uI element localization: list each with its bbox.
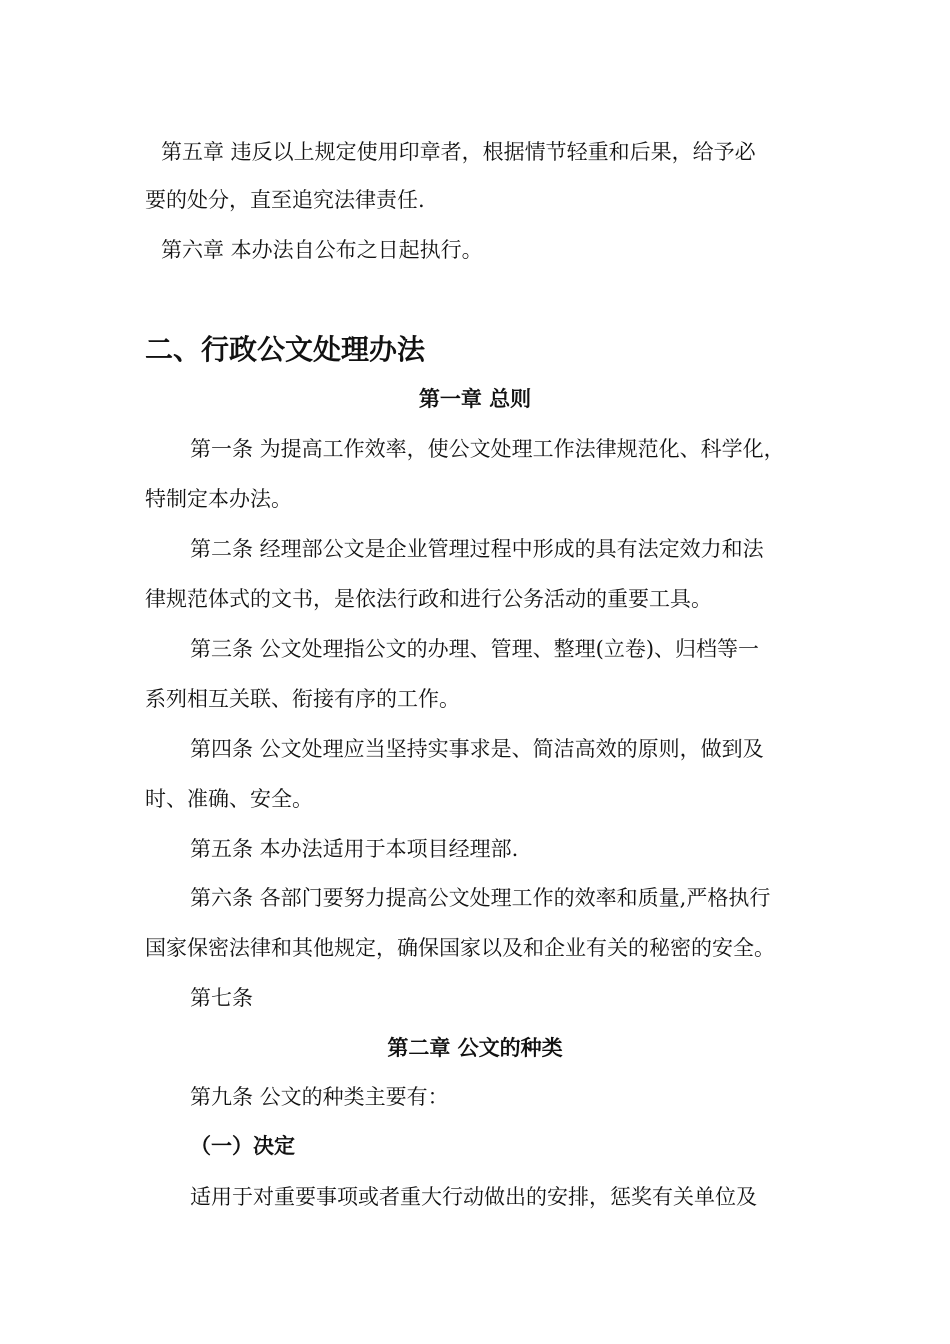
- article2-line2: 律规范体式的文书，是依法行政和进行公务活动的重要工具。: [145, 587, 712, 611]
- section-title: 二、行政公文处理办法: [145, 333, 426, 366]
- article5: 第五条 本办法适用于本项目经理部.: [190, 837, 519, 861]
- article7: 第七条: [190, 986, 253, 1010]
- article-chapter5-line2: 要的处分，直至追究法律责任.: [145, 188, 425, 212]
- item1-text: 适用于对重要事项或者重大行动做出的安排，惩奖有关单位及: [190, 1185, 757, 1209]
- article6-line1: 第六条 各部门要努力提高公文处理工作的效率和质量,严格执行: [190, 886, 771, 910]
- article-chapter6: 第六章 本办法自公布之日起执行。: [161, 238, 483, 262]
- article3-line1: 第三条 公文处理指公文的办理、管理、整理(立卷)、归档等一: [190, 637, 760, 661]
- chapter1-heading: 第一章 总则: [418, 387, 532, 411]
- article3-line2: 系列相互关联、衔接有序的工作。: [145, 687, 460, 711]
- article4-line2: 时、准确、安全。: [145, 787, 313, 811]
- chapter2-heading: 第二章 公文的种类: [387, 1036, 563, 1060]
- item1-heading: （一）决定: [190, 1134, 295, 1158]
- article1-line2: 特制定本办法。: [145, 487, 292, 511]
- article-chapter5-line1: 第五章 违反以上规定使用印章者，根据情节轻重和后果，给予必: [161, 140, 756, 164]
- article9: 第九条 公文的种类主要有：: [190, 1085, 449, 1109]
- article4-line1: 第四条 公文处理应当坚持实事求是、简洁高效的原则，做到及: [190, 737, 764, 761]
- article6-line2: 国家保密法律和其他规定，确保国家以及和企业有关的秘密的安全。: [145, 936, 775, 960]
- article2-line1: 第二条 经理部公文是企业管理过程中形成的具有法定效力和法: [190, 537, 764, 561]
- article1-line1: 第一条 为提高工作效率，使公文处理工作法律规范化、科学化，: [190, 437, 785, 461]
